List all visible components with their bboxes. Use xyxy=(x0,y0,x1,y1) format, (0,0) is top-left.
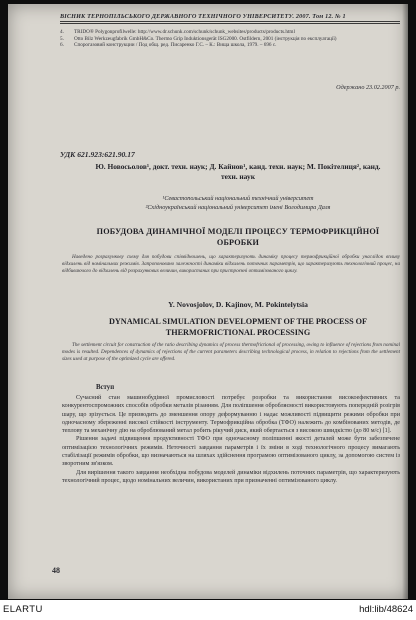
reference-text: TRIDO® Polygonprofilwelle: http://www.dr.schunk.com/schunk/schunk_websites/products/products.html xyxy=(74,29,295,35)
viewer-footer xyxy=(0,600,416,620)
abstract-english: The settlement circuit for construction of the ratio describing dynamics of process thermofrictional of processing, owing to influence of rejections from nominal modes is resulted. Dependences of dynamics of rejections of the current parameters describing technological process, in relation to rejections from the settlement sizes used at purpose of the optimized cycle are offered. xyxy=(62,342,400,362)
repository-name: ELARTU xyxy=(3,604,43,615)
body-paragraph: Рішення задачі підвищення продуктивності ТФО при одночасному поліпшенні якості деталей може бути забезпечене оптимізацією технологічних режимів. Неточності завдання параметрів і їх зміни в ході технологічного процесу вимагають стабілізації режимів обробки, що визначаються на шляхах здійснення програмою оптимізованого циклу, за допомогою систем із зворотним зв'язком. xyxy=(62,436,400,468)
reference-number: 4. xyxy=(60,29,64,35)
article-title-ukrainian: ПОБУДОВА ДИНАМІЧНОЇ МОДЕЛІ ПРОЦЕСУ ТЕРМОФРИКЦІЙНОЇ ОБРОБКИ xyxy=(96,227,380,247)
page-number: 48 xyxy=(52,566,60,575)
udc-code: УДК 621.923:621.90.17 xyxy=(60,150,135,159)
affiliation-line: ²Східноукраїнський національний університет імені Володимира Даля xyxy=(145,204,331,211)
authors-english: Y. Novosjolov, D. Kajinov, M. Pokintelytsia xyxy=(168,300,308,309)
reference-number: 6. xyxy=(60,42,64,49)
reference-item xyxy=(60,42,402,49)
section-heading-intro: Вступ xyxy=(96,384,115,391)
reference-list xyxy=(60,29,402,49)
affiliations xyxy=(98,194,378,212)
journal-page xyxy=(8,4,408,599)
handle-identifier[interactable]: hdl:lib/48624 xyxy=(359,604,413,615)
running-head: ВІСНИК ТЕРНОПІЛЬСЬКОГО ДЕРЖАВНОГО ТЕХНІЧНОГО УНІВЕРСИТЕТУ. 2007. Том 12. № 1 xyxy=(60,13,346,20)
reference-text: Otto Bilz Werkzeugfabrik GmbH&Co. Thermo Grip Induktionsgerät ISG2000. Ostfildern, 2001 (інструкція по експлуатації) xyxy=(74,35,337,42)
abstract-ukrainian: Наведено розрахункову схему для побудови співвідношень, що характеризують динаміку процесу термофрикційної обробки унаслідок впливу відхилень від номінальних режимів. Запропоновано залежності динаміки відхилень поточних параметрів, що характеризують технологічний процес, на відбиваючого до відхилень від розрахункових величин, використаних при пристроєнні оптимізованого циклу. xyxy=(62,254,400,274)
body-paragraph: Сучасний стан машинобудівної промисловості потребує розробки та використання високоефективних та конкурентоспроможних способів обробки металів різанням. Для поліпшення обробляємості використовують попередній розігрів шару, що зрізується. Це призводить до зменшення опору деформуванню і надає можливості підвищити режими обробки при одночасному збереженні високої стійкості інструменту. Термофрикційна обробка (ТФО) належить до комбінованих методів, де теплову та механічну дію на оброблюваний метал робить рікучий диск, який обертається з високою швидкістю (до 80 м/с) [1]. xyxy=(62,395,400,435)
received-date: Одержано 23.02.2007 р. xyxy=(336,84,400,91)
reference-item xyxy=(60,29,402,36)
authors-ukrainian: Ю. Новосьолов¹, докт. техн. наук; Д. Кайнов¹, канд. техн. наук; М. Покітелиця², канд. техн. наук xyxy=(95,162,381,181)
header-rule-double xyxy=(60,23,400,24)
reference-number: 5. xyxy=(60,35,64,42)
article-title-english: DYNAMICAL SIMULATION DEVELOPMENT OF THE PROCESS OF THERMOFRICTIONAL PROCESSING xyxy=(108,317,368,337)
header-rule xyxy=(60,21,400,22)
affiliation-line: ¹Севастопольський національний технічний університет xyxy=(162,195,314,202)
body-paragraph: Для вирішення такого завдання необхідна побудова моделей динаміки відхилень поточних параметрів, що характеризують технологічний процес, щодо номінальних величин, використаних при призначенні оптимізованого циклу. xyxy=(62,469,400,484)
reference-text: Спорогазовий конструкции / Под общ. ред. Писаренко Г.С. – К.: Вища школа, 1979. – 696 с. xyxy=(74,42,277,49)
body-text xyxy=(62,394,400,485)
